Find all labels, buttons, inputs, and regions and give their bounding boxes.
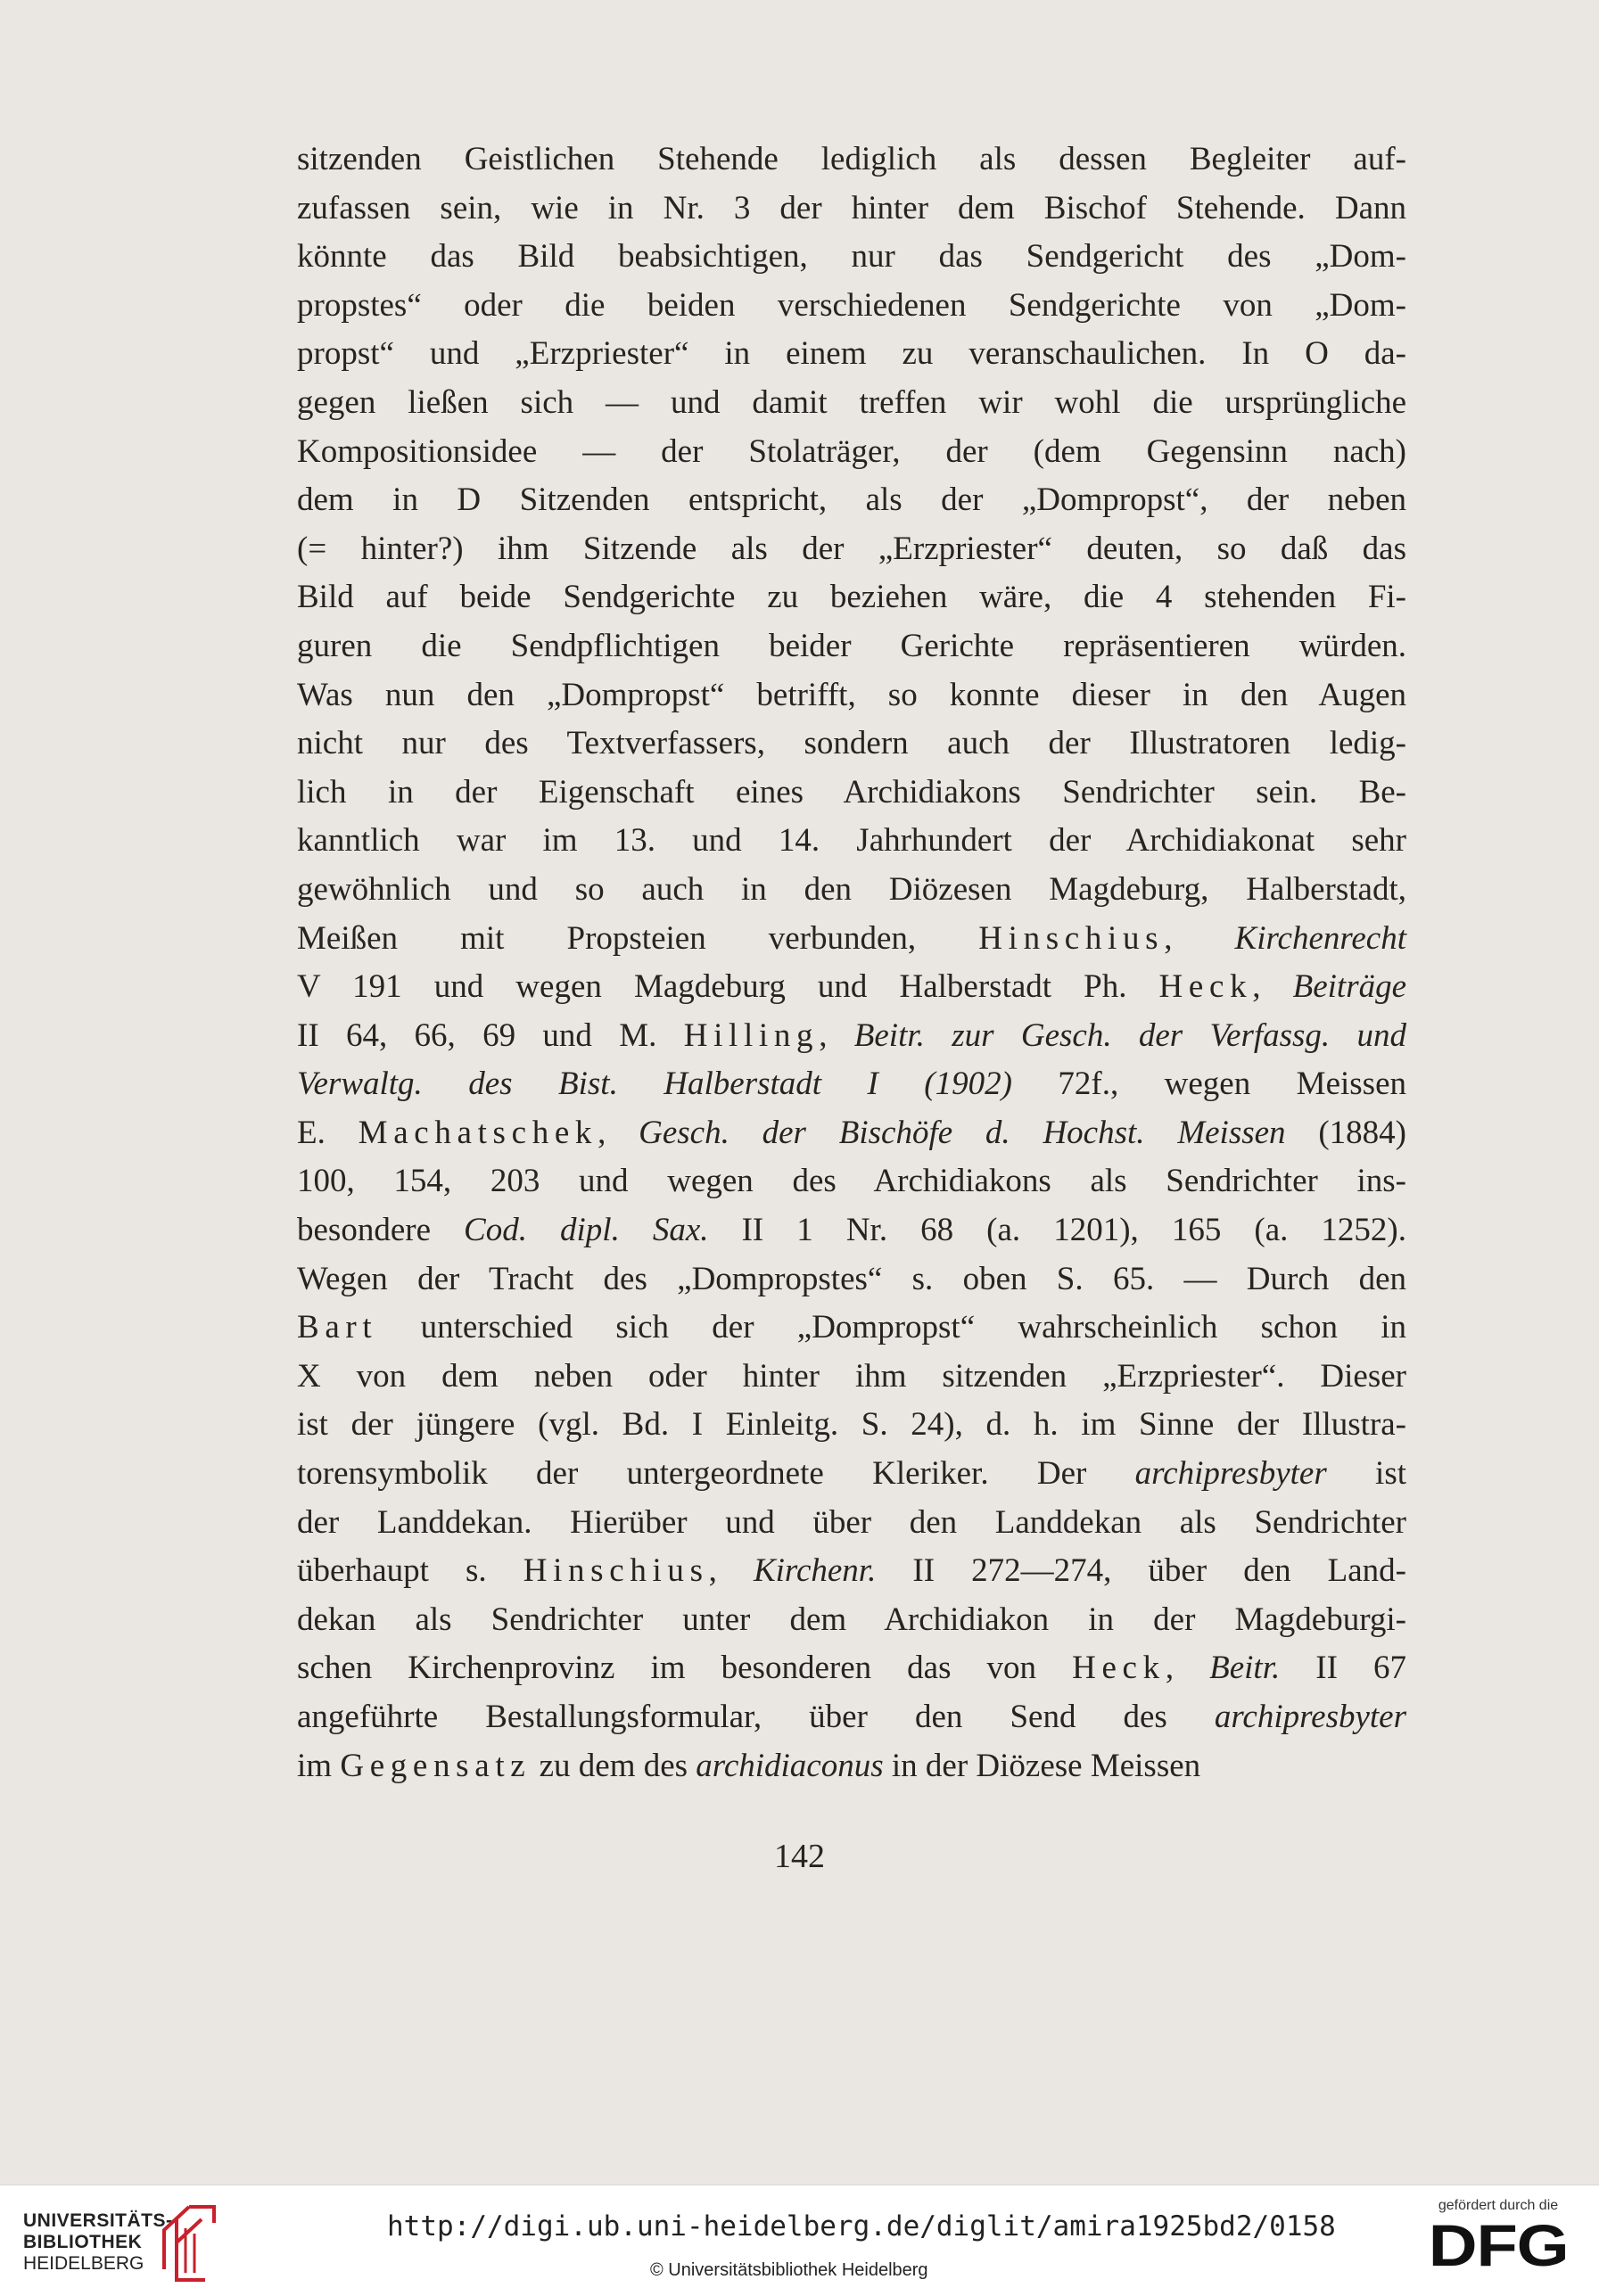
text-segment: in der Diözese Meissen [883,1747,1201,1784]
italic-citation: Beitr. zur Gesch. der Verfassg. und [853,1016,1407,1054]
text-segment: im [297,1747,341,1784]
text-segment: (1884) [1285,1114,1406,1151]
text-line [297,1109,1406,1158]
text-line [297,233,1406,282]
viewer-footer [0,2185,1599,2296]
text-segment: Kompositionsidee — der Stolaträger, der (dem Gegensinn nach) [297,432,1406,470]
italic-citation: Cod. dipl. Sax. [464,1212,709,1249]
text-line [297,379,1406,428]
text-segment: , [1165,1650,1210,1687]
text-segment: unterschied sich der „Dompropst“ wahrscheinlich schon in [377,1309,1406,1346]
text-segment: II 272—274, über den Land- [876,1552,1407,1590]
text-segment: , [1164,919,1235,957]
italic-citation: Beitr. [1209,1650,1281,1687]
library-name-line1: UNIVERSITÄTS- [23,2210,173,2231]
text-line [297,1157,1406,1206]
spaced-author-name: Hinschius [978,919,1165,957]
library-name-line2: BIBLIOTHEK [23,2232,143,2252]
funding-label: gefördert durch die [1438,2198,1559,2213]
text-segment: , [1252,968,1293,1006]
text-line [297,1012,1406,1061]
italic-citation: archidiaconus [696,1747,884,1784]
text-segment: X von dem neben oder hinter ihm sitzenden „Erzpriester“. Dieser [297,1357,1406,1395]
text-segment: zu dem des [531,1747,696,1784]
text-segment: Bild auf beide Sendgerichte zu beziehen wäre, die 4 stehenden Fi- [297,579,1406,616]
text-segment: propstes“ oder die beiden verschiedenen Sendgerichte von „Dom- [297,286,1406,324]
spaced-author-name: Heck [1158,968,1253,1006]
text-line [297,915,1406,964]
text-segment: überhaupt s. [297,1552,523,1590]
text-segment: , [708,1552,754,1590]
text-segment: gegen ließen sich — und damit treffen wir wohl die ursprüngliche [297,383,1406,421]
text-segment: schen Kirchenprovinz im besonderen das von [297,1650,1073,1687]
text-segment: dem in D Sitzenden entspricht, als der „Dompropst“, der neben [297,481,1406,519]
text-line [297,963,1406,1012]
text-segment: zufassen sein, wie in Nr. 3 der hinter dem Bischof Stehende. Dann [297,189,1406,226]
text-segment: 72f., wegen Meissen [1011,1066,1406,1103]
text-line [297,1304,1406,1353]
text-segment: II 67 [1280,1650,1406,1687]
text-line [297,1499,1406,1548]
text-segment: Meißen mit Propsteien verbunden, [297,919,979,957]
text-line [297,1353,1406,1402]
copyright-notice: © Universitätsbibliothek Heidelberg [650,2260,928,2280]
text-segment: Wegen der Tracht des „Dompropstes“ s. oben S. 65. — Durch den [297,1260,1406,1297]
text-line [297,1255,1406,1304]
text-segment: dekan als Sendrichter unter dem Archidiakon in der Magdeburgi- [297,1601,1406,1638]
text-segment: torensymbolik der untergeordnete Kleriker. Der [297,1455,1135,1493]
permalink-url[interactable]: http://digi.ub.uni-heidelberg.de/diglit/amira1925bd2/0158 [387,2210,1336,2243]
text-line [297,330,1406,379]
text-line [297,476,1406,525]
text-line [297,525,1406,574]
text-line [297,1060,1406,1109]
text-line [297,1693,1406,1742]
text-line [297,1450,1406,1499]
text-segment: gewöhnlich und so auch in den Diözesen Magdeburg, Halberstadt, [297,870,1406,908]
text-line [297,185,1406,234]
italic-citation: Kirchenr. [753,1552,877,1590]
text-segment: propst“ und „Erzpriester“ in einem zu veranschaulichen. In O da- [297,335,1406,373]
spaced-author-name: Machatschek [358,1114,598,1151]
text-line [297,282,1406,331]
italic-citation: archipresbyter [1134,1455,1327,1493]
text-segment: lich in der Eigenschaft eines Archidiakons Sendrichter sein. Be- [297,773,1406,811]
text-segment: sitzenden Geistlichen Stehende lediglich als dessen Begleiter auf- [297,141,1406,177]
text-line [297,671,1406,720]
italic-citation: Gesch. der Bischöfe d. Hochst. Meissen [639,1114,1286,1151]
text-segment: , [819,1016,854,1054]
text-line [297,622,1406,671]
text-line [297,866,1406,915]
italic-citation: Kirchenrecht [1234,919,1407,957]
funding-credit [1418,2198,1578,2287]
text-line [297,573,1406,622]
italic-citation: Beiträge [1292,968,1407,1006]
text-line [297,1644,1406,1693]
italic-citation: Verwaltg. des Bist. Halberstadt I (1902) [297,1066,1012,1103]
text-segment: kanntlich war im 13. und 14. Jahrhundert der Archidiakonat sehr [297,822,1406,860]
text-segment: der Landdekan. Hierüber und über den Landdekan als Sendrichter [297,1503,1406,1541]
spaced-author-name: Hilling [683,1016,820,1054]
text-line [297,1206,1406,1255]
italic-citation: archipresbyter [1214,1699,1406,1735]
text-line [297,817,1406,866]
text-segment: angeführte Bestallungsformular, über den Send des [297,1699,1215,1735]
text-line [297,720,1406,769]
library-emblem-icon [159,2203,221,2284]
text-line [297,1401,1406,1450]
text-segment: könnte das Bild beabsichtigen, nur das Sendgericht des „Dom- [297,238,1406,276]
spaced-author-name: Heck [1072,1650,1166,1687]
library-name-line3: HEIDELBERG [23,2253,144,2274]
text-line [297,769,1406,818]
text-segment: besondere [297,1212,465,1249]
spaced-author-name: Hinschius [523,1552,709,1590]
text-segment: ist [1326,1455,1407,1493]
text-segment: 100, 154, 203 und wegen des Archidiakons als Sendrichter ins- [297,1163,1406,1200]
text-segment: (= hinter?) ihm Sitzende als der „Erzpriester“ deuten, so daß das [297,530,1406,567]
spaced-author-name: Bart [297,1309,378,1346]
body-text [297,136,1406,1790]
text-segment: Was nun den „Dompropst“ betrifft, so konnte dieser in den Augen [297,676,1406,713]
text-line [297,1547,1406,1596]
text-segment: , [598,1114,639,1151]
text-segment: nicht nur des Textverfassers, sondern auch der Illustratoren ledig- [297,725,1406,762]
library-logo[interactable] [23,2203,237,2284]
text-line [297,428,1406,477]
text-line [297,1742,1406,1791]
text-segment: guren die Sendpflichtigen beider Gerichte repräsentieren würden. [297,627,1406,664]
text-line [297,1596,1406,1645]
text-segment: V 191 und wegen Magdeburg und Halberstadt Ph. [297,968,1159,1006]
text-segment: II 1 Nr. 68 (a. 1201), 165 (a. 1252). [708,1212,1406,1249]
dfg-logo[interactable]: DFG [1428,2212,1569,2278]
text-segment: E. [297,1114,359,1151]
text-segment: II 64, 66, 69 und M. [297,1016,684,1054]
text-line [297,136,1406,185]
text-segment: ist der jüngere (vgl. Bd. I Einleitg. S. 24), d. h. im Sinne der Illustra- [297,1406,1406,1444]
page-number: 142 [774,1838,825,1875]
spaced-author-name: Gegensatz [340,1747,532,1784]
